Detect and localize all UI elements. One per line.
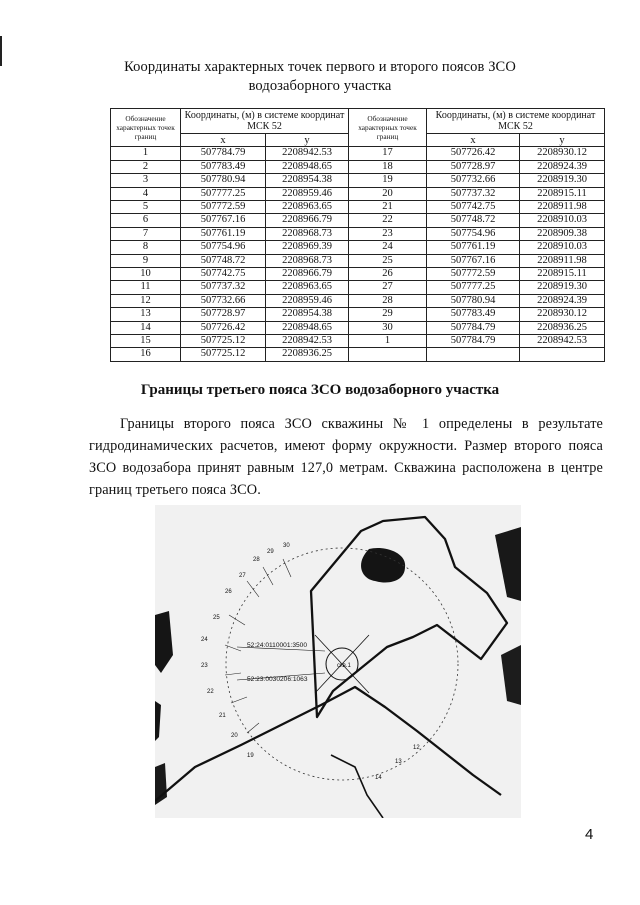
table-cell-p2: 27 (349, 281, 427, 294)
table-cell-x1: 507728.97 (181, 308, 266, 321)
table-row (111, 147, 605, 160)
point-header-right: Обозначение характерных точек границ (349, 109, 427, 147)
point-label-13: 13 (395, 759, 402, 765)
x-header-right: x (427, 134, 520, 147)
table-cell-p2 (349, 348, 427, 361)
table-cell-p2: 30 (349, 321, 427, 334)
point-label-21: 21 (219, 713, 226, 719)
point-label-26: 26 (225, 589, 232, 595)
table-cell-y1: 2208966.79 (266, 214, 349, 227)
x-header-left: x (181, 134, 266, 147)
table-cell-y2: 2208936.25 (520, 321, 605, 334)
table-cell-y2: 2208915.11 (520, 187, 605, 200)
table-cell-x2: 507728.97 (427, 160, 520, 173)
table-cell-p2: 20 (349, 187, 427, 200)
table-row (111, 254, 605, 267)
coord-header-right: Координаты, (м) в системе координат МСК 52 (427, 109, 605, 134)
table-cell-y2 (520, 348, 605, 361)
table-cell-p1: 15 (111, 335, 181, 348)
title-line-1: Координаты характерных точек первого и второго поясов ЗСО (124, 59, 516, 75)
table-cell-y2: 2208919.30 (520, 281, 605, 294)
point-label-14: 14 (375, 775, 382, 781)
table-cell-y2: 2208930.12 (520, 308, 605, 321)
table-cell-x2: 507777.25 (427, 281, 520, 294)
table-cell-p1: 16 (111, 348, 181, 361)
table-cell-y1: 2208948.65 (266, 160, 349, 173)
table-cell-p1: 1 (111, 147, 181, 160)
point-label-12: 12 (413, 745, 420, 751)
point-header-left: Обозначение характерных точек границ (111, 109, 181, 147)
section-heading: Границы третьего пояса ЗСО водозаборного участка (140, 382, 500, 398)
table-row (111, 227, 605, 240)
table-cell-y2: 2208910.03 (520, 241, 605, 254)
body-text (89, 413, 603, 501)
coord-header-left: Координаты, (м) в системе координат МСК 52 (181, 109, 349, 134)
table-cell-x2: 507748.72 (427, 214, 520, 227)
paragraph: Границы второго пояса ЗСО скважины № 1 определены в результате гидродинамических расчетов, имеют форму окружности. Размер второго пояса ЗСО водозабора принят равным 127,0 метрам. Скважина расположена в центре границ третьего пояса ЗСО. (89, 416, 603, 498)
table-cell-p2: 22 (349, 214, 427, 227)
table-row (111, 308, 605, 321)
table-cell-y2: 2208924.39 (520, 160, 605, 173)
table-cell-p2: 24 (349, 241, 427, 254)
table-cell-p1: 7 (111, 227, 181, 240)
table-cell-x2: 507732.66 (427, 174, 520, 187)
table-cell-p1: 6 (111, 214, 181, 227)
table-cell-x2: 507754.96 (427, 227, 520, 240)
table-cell-y2: 2208919.30 (520, 174, 605, 187)
table-row (111, 281, 605, 294)
table-row (111, 335, 605, 348)
coordinates-table (110, 108, 605, 362)
table-row (111, 187, 605, 200)
table-cell-p2: 23 (349, 227, 427, 240)
table-cell-p1: 14 (111, 321, 181, 334)
table-row (111, 321, 605, 334)
table-cell-x2: 507761.19 (427, 241, 520, 254)
table-cell-x1: 507783.49 (181, 160, 266, 173)
table-cell-p2: 21 (349, 201, 427, 214)
table-cell-x2: 507784.79 (427, 335, 520, 348)
table-row (111, 348, 605, 361)
table-cell-x1: 507725.12 (181, 348, 266, 361)
table-cell-x1: 507732.66 (181, 294, 266, 307)
table-cell-x2: 507767.16 (427, 254, 520, 267)
point-label-30: 30 (283, 543, 290, 549)
table-cell-x2 (427, 348, 520, 361)
scan-edge-mark (0, 36, 2, 66)
table-cell-x1: 507761.19 (181, 227, 266, 240)
coordinates-table-body (111, 147, 605, 362)
table-cell-y1: 2208954.38 (266, 174, 349, 187)
parcel-label-1: 52:24:0110001:3500 (247, 642, 308, 649)
table-cell-x1: 507737.32 (181, 281, 266, 294)
table-cell-y1: 2208959.46 (266, 187, 349, 200)
table-cell-y1: 2208963.65 (266, 201, 349, 214)
table-row (111, 160, 605, 173)
table-cell-y2: 2208924.39 (520, 294, 605, 307)
table-cell-p1: 8 (111, 241, 181, 254)
y-header-left: y (266, 134, 349, 147)
point-label-24: 24 (201, 637, 208, 643)
table-cell-x2: 507780.94 (427, 294, 520, 307)
table-cell-y2: 2208911.98 (520, 201, 605, 214)
table-cell-p1: 9 (111, 254, 181, 267)
table-cell-x1: 507767.16 (181, 214, 266, 227)
table-cell-p2: 17 (349, 147, 427, 160)
table-cell-p1: 13 (111, 308, 181, 321)
table-cell-y2: 2208909.38 (520, 227, 605, 240)
table-cell-y1: 2208968.73 (266, 254, 349, 267)
table-cell-p1: 12 (111, 294, 181, 307)
point-label-23: 23 (201, 663, 208, 669)
table-cell-x2: 507737.32 (427, 187, 520, 200)
table-row (111, 174, 605, 187)
title-line-2: водозаборного участка (248, 78, 392, 94)
table-cell-y1: 2208954.38 (266, 308, 349, 321)
table-row (111, 241, 605, 254)
table-cell-y1: 2208942.53 (266, 147, 349, 160)
table-cell-p2: 19 (349, 174, 427, 187)
table-cell-y1: 2208968.73 (266, 227, 349, 240)
point-label-22: 22 (207, 689, 214, 695)
page-number: 4 (585, 826, 594, 843)
table-cell-p1: 10 (111, 268, 181, 281)
table-cell-x2: 507783.49 (427, 308, 520, 321)
table-cell-x1: 507777.25 (181, 187, 266, 200)
table-cell-x2: 507742.75 (427, 201, 520, 214)
table-cell-y2: 2208930.12 (520, 147, 605, 160)
table-cell-x1: 507726.42 (181, 321, 266, 334)
table-row (111, 214, 605, 227)
parcel-label-2: 52:23:0030206:1063 (247, 676, 308, 683)
table-cell-x1: 507784.79 (181, 147, 266, 160)
table-cell-p1: 5 (111, 201, 181, 214)
map-figure (155, 505, 521, 818)
table-cell-p2: 28 (349, 294, 427, 307)
map-background (155, 505, 521, 818)
table-cell-y2: 2208942.53 (520, 335, 605, 348)
table-cell-y1: 2208963.65 (266, 281, 349, 294)
table-cell-x2: 507784.79 (427, 321, 520, 334)
point-label-28: 28 (253, 557, 260, 563)
table-row (111, 294, 605, 307)
table-cell-x2: 507726.42 (427, 147, 520, 160)
table-cell-x1: 507754.96 (181, 241, 266, 254)
table-cell-x1: 507725.12 (181, 335, 266, 348)
table-cell-y1: 2208948.65 (266, 321, 349, 334)
table-cell-p2: 26 (349, 268, 427, 281)
table-cell-y1: 2208942.53 (266, 335, 349, 348)
table-cell-y1: 2208966.79 (266, 268, 349, 281)
table-cell-y2: 2208911.98 (520, 254, 605, 267)
table-cell-x1: 507748.72 (181, 254, 266, 267)
table-cell-p1: 2 (111, 160, 181, 173)
point-label-19: 19 (247, 753, 254, 759)
table-row (111, 268, 605, 281)
table-cell-p2: 29 (349, 308, 427, 321)
table-title (60, 58, 580, 96)
table-cell-y1: 2208969.39 (266, 241, 349, 254)
point-label-29: 29 (267, 549, 274, 555)
table-cell-p1: 11 (111, 281, 181, 294)
table-row (111, 201, 605, 214)
table-cell-y1: 2208936.25 (266, 348, 349, 361)
point-label-25: 25 (213, 615, 220, 621)
table-cell-y2: 2208910.03 (520, 214, 605, 227)
point-label-20: 20 (231, 733, 238, 739)
table-cell-p2: 18 (349, 160, 427, 173)
table-cell-p1: 4 (111, 187, 181, 200)
y-header-right: y (520, 134, 605, 147)
table-cell-y2: 2208915.11 (520, 268, 605, 281)
table-cell-p2: 25 (349, 254, 427, 267)
well-label: скв.1 (337, 663, 351, 669)
table-cell-p1: 3 (111, 174, 181, 187)
table-cell-x2: 507772.59 (427, 268, 520, 281)
point-label-27: 27 (239, 573, 246, 579)
table-cell-p2: 1 (349, 335, 427, 348)
table-cell-x1: 507742.75 (181, 268, 266, 281)
table-cell-x1: 507780.94 (181, 174, 266, 187)
table-cell-x1: 507772.59 (181, 201, 266, 214)
table-cell-y1: 2208959.46 (266, 294, 349, 307)
